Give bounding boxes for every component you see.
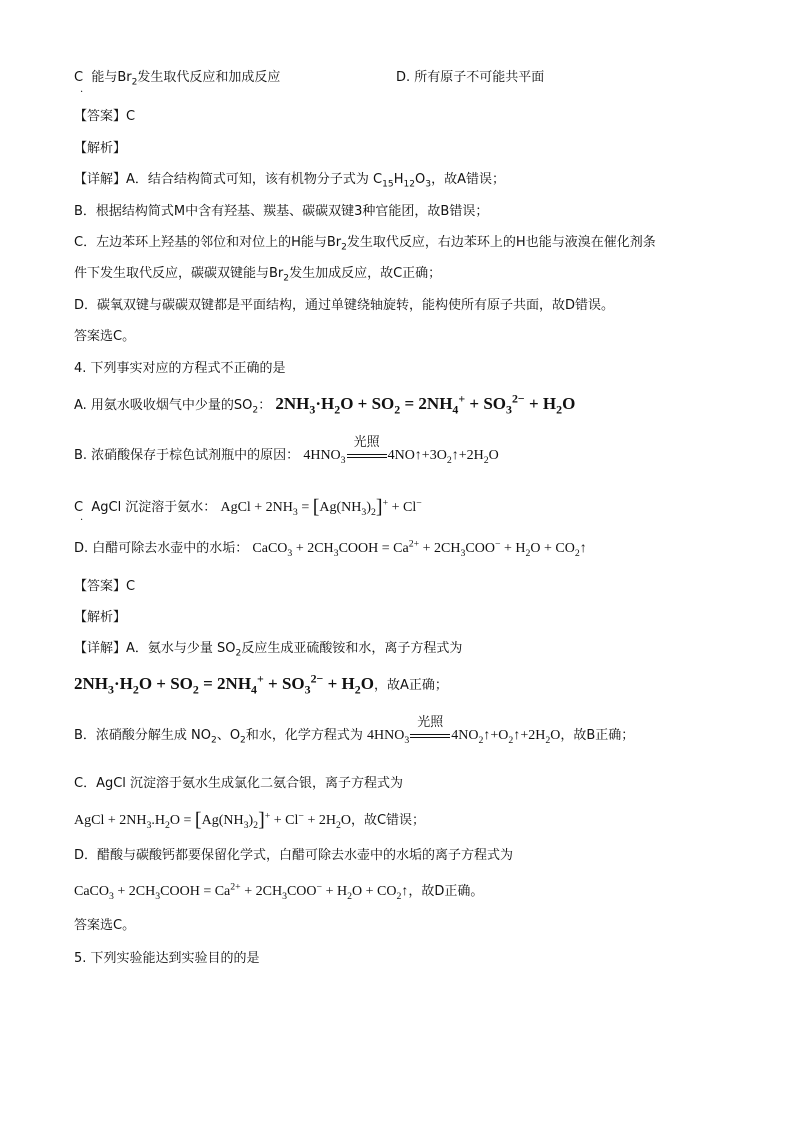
q4-detail-c-eq: AgCl + $2NH_3.H_2O = [Ag(NH_3)_2]^+ + Cl^- + 2H_2O$，故C错误； <box>74 809 426 831</box>
q4-final: 答案选C。 <box>74 918 136 933</box>
q3-detail-c: C．左边苯环上羟基的邻位和对位上的H能与$Br_2$发生取代反应，右边苯环上的H也能与液溴在催化剂条 <box>74 235 656 253</box>
q4-option-a: A. 用氨水吸收烟气中少量的$SO_2$： $2NH_3\cdot H_2O + SO_2 = 2NH_4^+ + SO_3^{2-} + H_2O$ <box>74 391 576 417</box>
q3-analysis: 【解析】 <box>74 141 127 156</box>
q4-detail-a-eq: $2NH_3\cdot H_2O + SO_2 = 2NH_4^+ + SO_3^{2-} + H_2O$，故A正确； <box>74 671 448 697</box>
q4-detail-c: C．AgCl 沉淀溶于氨水生成氯化二氨合银，离子方程式为 <box>74 776 404 791</box>
q3-option-c: C 能与$Br_2$发生取代反应和加成反应 <box>74 70 281 88</box>
q4-detail-d: D．醋酸与碳酸钙都要保留化学式，白醋可除去水壶中的水垢的离子方程式为 <box>74 848 514 863</box>
q3-detail-d: D．碳氧双键与碳碳双键都是平面结构，通过单键绕轴旋转，能构使所有原子共面，故D错误。 <box>74 298 615 313</box>
q4-answer: 【答案】C <box>74 579 136 594</box>
q5-stem: 5. 下列实验能达到实验目的的是 <box>74 951 260 966</box>
q3-detail-a: 【详解】A．结合结构简式可知，该有机物分子式为 $C_{15}H_{12}O_3$，故A错误； <box>74 172 505 190</box>
q3-detail-c-cont: 件下发生取代反应，碳碳双键能与$Br_2$发生加成反应，故C正确； <box>74 266 442 284</box>
q3-answer: 【答案】C <box>74 109 136 124</box>
q4-detail-a: 【详解】A．氨水与少量 $SO_2$反应生成亚硫酸铵和水，离子方程式为 <box>74 641 463 659</box>
q3-final: 答案选C。 <box>74 329 136 344</box>
q4-option-c: C AgCl 沉淀溶于氨水： AgCl + $2NH_3 = [Ag(NH_3)_2]^+ + Cl^-$ <box>74 496 422 518</box>
q4-analysis: 【解析】 <box>74 610 127 625</box>
q4-option-b: B. 浓硝酸保存于棕色试剂瓶中的原因： $4HNO_3$ 光照 $4NO↑+3O_2↑+2H_2O$ <box>74 435 499 466</box>
q4-detail-b: B．浓硝酸分解生成 $NO_2$、$O_2$和水，化学方程式为 $4HNO_3$ 光照 $4NO_2↑+O_2↑+2H_2O$，故B正确； <box>74 715 635 746</box>
q3-option-d: D. 所有原子不可能共平面 <box>396 70 545 85</box>
q4-stem: 4. 下列事实对应的方程式不正确的是 <box>74 361 286 376</box>
q4-detail-d-eq: CaCO$_3$ + $2CH_3COOH = Ca^{2+} + 2CH_3COO^- + H_2O$ + $CO_2↑$，故D正确。 <box>74 881 484 902</box>
q3-detail-b: B．根据结构简式M中含有羟基、羰基、碳碳双键3种官能团，故B错误； <box>74 204 489 219</box>
q4-option-d: D. 白醋可除去水壶中的水垢： CaCO$_3$ + $2CH_3COOH = Ca^{2+} + 2CH_3COO^- + H_2O$ + $CO_2↑$ <box>74 538 587 559</box>
